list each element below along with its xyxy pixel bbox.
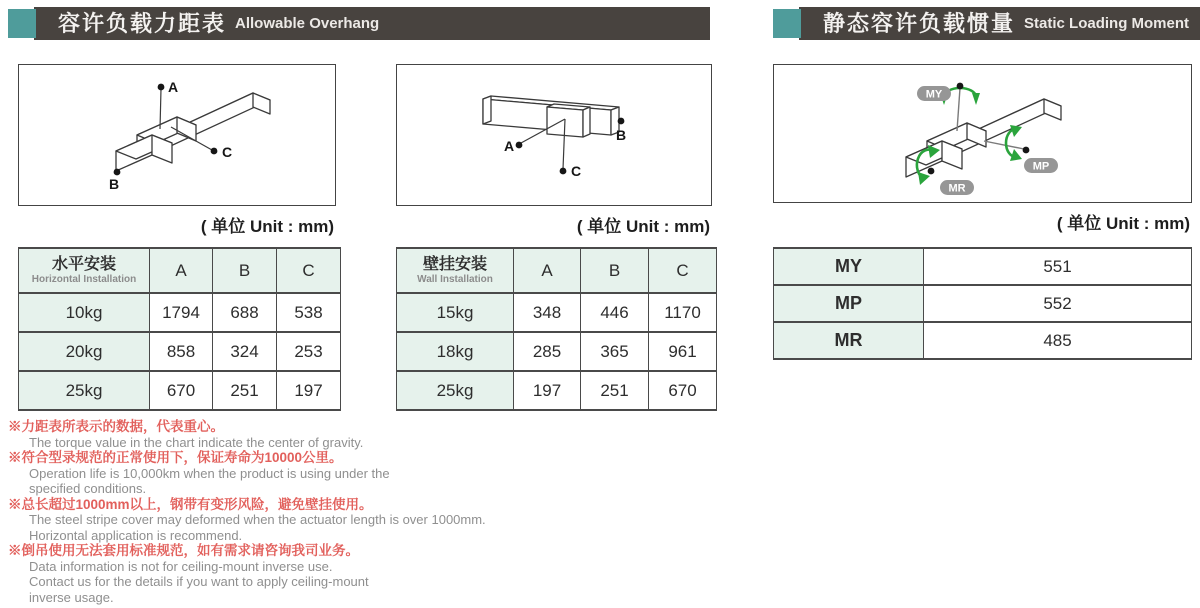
value-cell: 485 (924, 322, 1192, 359)
note-zh: ※总长超过1000mm以上，钢带有变形风险，避免壁挂使用。 (8, 496, 373, 512)
table-row (774, 248, 1192, 285)
value-cell: 446 (581, 293, 649, 332)
table-row (397, 293, 717, 332)
value-cell: 538 (277, 293, 341, 332)
end-housing (116, 135, 172, 171)
footnotes (8, 419, 628, 605)
moment-name-cell: MR (774, 322, 924, 359)
table-title-zh: 壁挂安装 (422, 256, 487, 273)
actuator-side-diagram (397, 65, 711, 205)
point-label-a: A (168, 79, 179, 95)
load-cell: 10kg (19, 293, 150, 332)
section-header-static-loading-moment (773, 7, 1200, 40)
note-zh: ※力距表所表示的数据，代表重心。 (8, 419, 224, 434)
diagram-box-wall-installation (396, 64, 712, 206)
diagram-box-static-moment (773, 64, 1192, 203)
unit-label: ( 单位 Unit : mm) (576, 217, 710, 236)
note-zh: ※倒吊使用无法套用标准规范，如有需求请咨询我司业务。 (8, 543, 359, 558)
value-cell: 253 (277, 332, 341, 371)
actuator-isometric-diagram (19, 65, 335, 205)
value-cell: 365 (581, 332, 649, 371)
table-row (774, 322, 1192, 359)
slider-block (547, 104, 590, 137)
load-cell: 15kg (397, 293, 514, 332)
point-label-b: B (109, 176, 120, 192)
section-title-zh: 静态容许负载惯量 (823, 11, 1016, 36)
section-title-zh: 容许负载力距表 (58, 11, 227, 36)
column-header-c: C (649, 248, 717, 293)
point-label-c: C (222, 144, 233, 160)
moment-label-mp (1024, 158, 1058, 173)
load-cell: 25kg (397, 371, 514, 410)
table-row (774, 285, 1192, 322)
moment-name-cell: MY (774, 248, 924, 285)
horizontal-installation-table (18, 247, 341, 411)
moment-label-mp-text: MP (1032, 160, 1050, 173)
section-header-bar (799, 7, 1200, 40)
column-header-a: A (514, 248, 581, 293)
column-header-a: A (150, 248, 213, 293)
value-cell: 670 (649, 371, 717, 410)
wall-installation-table (396, 247, 717, 411)
section-title-en: Static Loading Moment (1024, 15, 1190, 32)
value-cell: 688 (213, 293, 277, 332)
point-label-c: C (571, 163, 582, 179)
table-row (19, 371, 341, 410)
load-cell: 20kg (19, 332, 150, 371)
note-en: The torque value in the chart indicate the center of gravity. (29, 434, 364, 450)
value-cell: 348 (514, 293, 581, 332)
teal-accent-square (773, 9, 801, 38)
unit-label: ( 单位 Unit : mm) (1056, 214, 1190, 233)
point-label-b: B (616, 127, 627, 143)
load-cell: 25kg (19, 371, 150, 410)
table-row (397, 332, 717, 371)
table-title-cell (19, 248, 150, 293)
table-header-row (19, 248, 341, 293)
table-title-cell (397, 248, 514, 293)
table-row (397, 371, 717, 410)
value-cell: 670 (150, 371, 213, 410)
table-title-zh: 水平安装 (51, 256, 116, 273)
value-cell: 552 (924, 285, 1192, 322)
value-cell: 551 (924, 248, 1192, 285)
moment-axes-diagram (774, 65, 1191, 202)
table-row (19, 293, 341, 332)
section-title-en: Allowable Overhang (235, 15, 380, 32)
table-header-row (397, 248, 717, 293)
column-header-b: B (213, 248, 277, 293)
teal-accent-square (8, 9, 36, 38)
table-title-en: Horizontal Installation (31, 274, 137, 285)
moment-label-my (917, 86, 951, 101)
note-en: inverse usage. (29, 589, 114, 605)
table-row (19, 332, 341, 371)
value-cell: 858 (150, 332, 213, 371)
static-moment-table (773, 247, 1192, 360)
value-cell: 1170 (649, 293, 717, 332)
note-zh: ※符合型录规范的正常使用下，保证寿命为10000公里。 (8, 450, 343, 465)
note-en: Operation life is 10,000km when the product is using under the (29, 465, 390, 481)
section-header-allowable-overhang (8, 7, 710, 40)
note-en: Horizontal application is recommend. (29, 527, 243, 543)
note-en: Contact us for the details if you want to apply ceiling-mount (29, 574, 369, 589)
note-en: Data information is not for ceiling-mount inverse use. (29, 558, 333, 574)
value-cell: 251 (581, 371, 649, 410)
value-cell: 197 (514, 371, 581, 410)
value-cell: 197 (277, 371, 341, 410)
value-cell: 285 (514, 332, 581, 371)
moment-label-my-text: MY (925, 88, 943, 101)
moment-label-mr-text: MR (948, 182, 966, 195)
value-cell: 251 (213, 371, 277, 410)
value-cell: 961 (649, 332, 717, 371)
moment-label-mr (940, 180, 974, 195)
value-cell: 324 (213, 332, 277, 371)
note-en: specified conditions. (29, 481, 147, 496)
load-cell: 18kg (397, 332, 514, 371)
note-en: The steel stripe cover may deformed when the actuator length is over 1000mm. (29, 512, 486, 527)
moment-name-cell: MP (774, 285, 924, 322)
section-header-bar (34, 7, 710, 40)
column-header-b: B (581, 248, 649, 293)
unit-label: ( 单位 Unit : mm) (200, 217, 334, 236)
table-title-en: Wall Installation (417, 274, 493, 285)
column-header-c: C (277, 248, 341, 293)
point-label-a: A (504, 138, 515, 154)
value-cell: 1794 (150, 293, 213, 332)
diagram-box-horizontal-installation (18, 64, 336, 206)
